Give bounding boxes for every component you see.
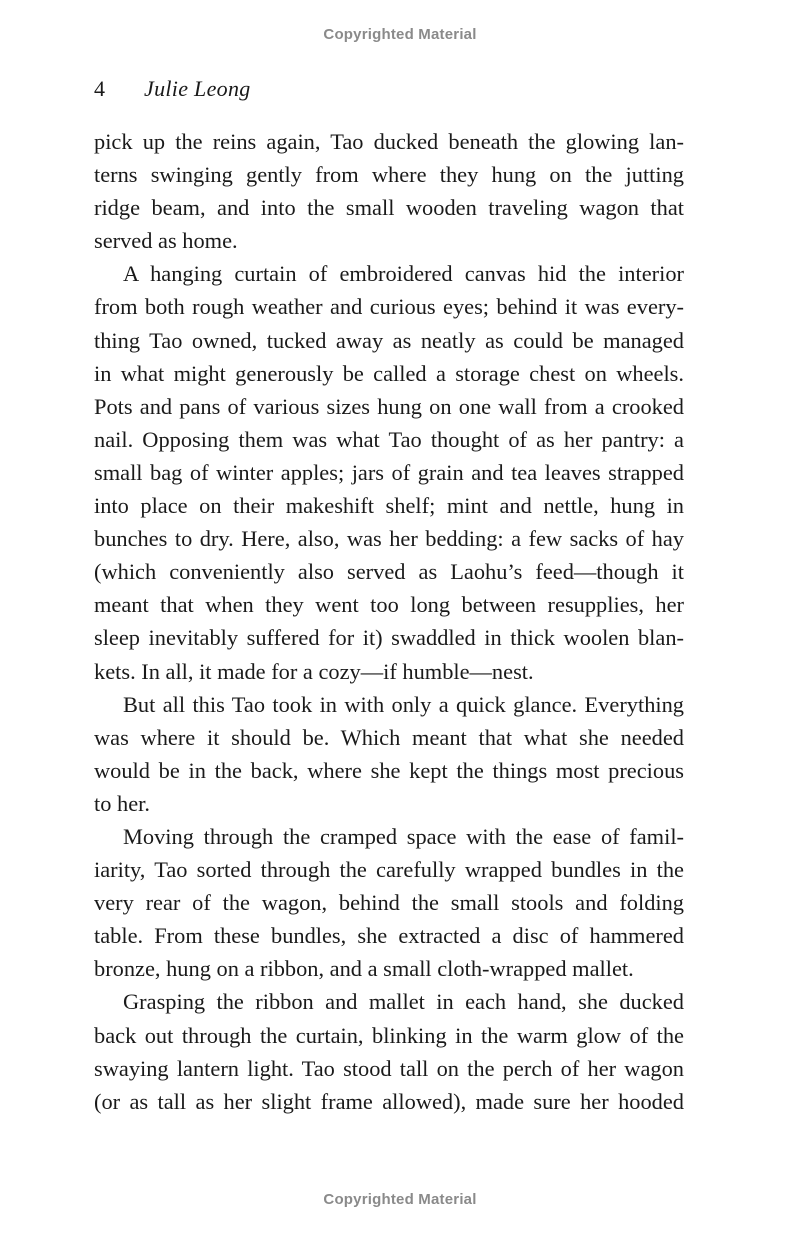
page-number: 4: [94, 76, 105, 101]
text-line: thing Tao owned, tucked away as neatly as could be managed: [94, 327, 684, 353]
text-line: terns swinging gently from where they hung on the jutting: [94, 162, 684, 188]
text-line: table. From these bundles, she extracted a disc of hammered: [94, 923, 684, 949]
text-line: into place on their makeshift shelf; mint and nettle, hung in: [94, 493, 684, 519]
copyright-watermark-top: Copyrighted Material: [323, 26, 477, 43]
text-line: meant that when they went too long between resupplies, her: [94, 592, 684, 618]
text-line: back out through the curtain, blinking in the warm glow of the: [94, 1022, 684, 1048]
paragraph-first-line: A hanging curtain of embroidered canvas hid the interior: [123, 261, 684, 287]
text-line: served as home.: [94, 228, 238, 254]
text-line: sleep inevitably suffered for it) swaddled in thick woolen blan-: [94, 625, 684, 651]
text-line: (which conveniently also served as Laohu’s feed—though it: [94, 559, 684, 585]
copyright-watermark-bottom: Copyrighted Material: [323, 1191, 477, 1208]
author-name: Julie Leong: [144, 76, 251, 101]
paragraph-first-line: But all this Tao took in with only a quick glance. Everything: [123, 691, 684, 717]
paragraph-first-line: Grasping the ribbon and mallet in each hand, she ducked: [123, 989, 684, 1015]
text-line: Pots and pans of various sizes hung on one wall from a crooked: [94, 393, 684, 419]
text-line: (or as tall as her slight frame allowed), made sure her hooded: [94, 1088, 684, 1114]
text-line: to her.: [94, 790, 150, 816]
text-line: ridge beam, and into the small wooden traveling wagon that: [94, 195, 684, 221]
text-line: from both rough weather and curious eyes; behind it was every-: [94, 294, 684, 320]
text-line: iarity, Tao sorted through the carefully wrapped bundles in the: [94, 857, 684, 883]
text-line: would be in the back, where she kept the things most precious: [94, 757, 684, 783]
text-line: bunches to dry. Here, also, was her bedding: a few sacks of hay: [94, 526, 684, 552]
text-line: swaying lantern light. Tao stood tall on the perch of her wagon: [94, 1055, 684, 1081]
text-line: bronze, hung on a ribbon, and a small cloth-wrapped mallet.: [94, 956, 634, 982]
text-line: kets. In all, it made for a cozy—if humble—nest.: [94, 658, 534, 684]
text-line: in what might generously be called a storage chest on wheels.: [94, 360, 684, 386]
text-line: small bag of winter apples; jars of grain and tea leaves strapped: [94, 459, 684, 485]
running-head: [94, 74, 251, 104]
text-line: nail. Opposing them was what Tao thought of as her pantry: a: [94, 426, 684, 452]
text-line: was where it should be. Which meant that what she needed: [94, 724, 684, 750]
paragraph-first-line: Moving through the cramped space with the ease of famil-: [123, 823, 684, 849]
text-line: pick up the reins again, Tao ducked beneath the glowing lan-: [94, 129, 684, 154]
body-text: [94, 125, 684, 1118]
text-line: very rear of the wagon, behind the small stools and folding: [94, 890, 684, 916]
